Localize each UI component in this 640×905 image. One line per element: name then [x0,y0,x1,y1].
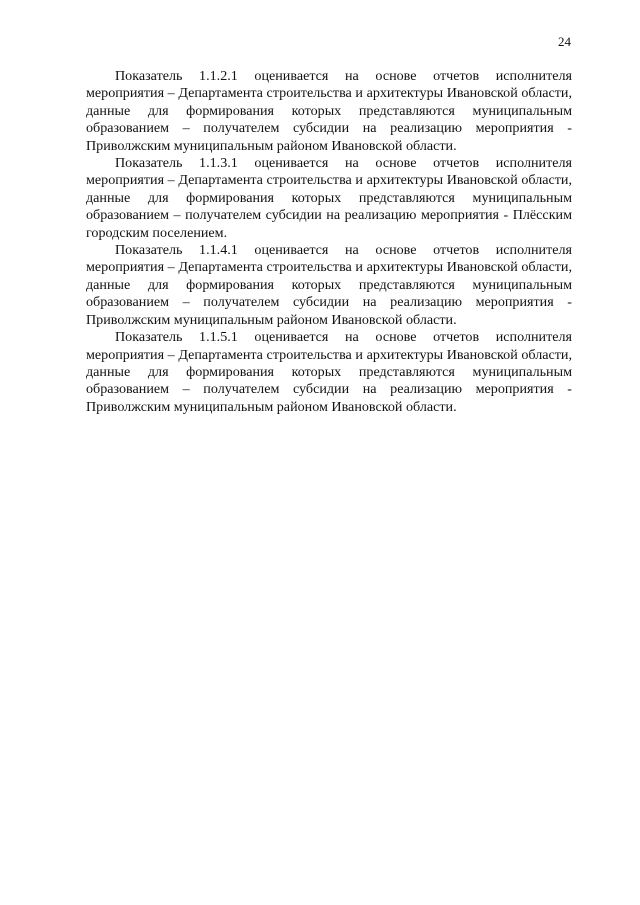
paragraph-indicator-1-1-4-1: Показатель 1.1.4.1 оценивается на основе отчетов исполнителя мероприятия – Департамента строительства и архитектуры Ивановской области, данные для формирования которых представляются муниципальным образованием – получателем субсидии на реализацию мероприятия - Приволжским муниципальным районом Ивановской области. [86,242,572,328]
paragraph-indicator-1-1-5-1: Показатель 1.1.5.1 оценивается на основе отчетов исполнителя мероприятия – Департамента строительства и архитектуры Ивановской области, данные для формирования которых представляются муниципальным образованием – получателем субсидии на реализацию мероприятия - Приволжским муниципальным районом Ивановской области. [86,329,572,415]
paragraph-indicator-1-1-2-1: Показатель 1.1.2.1 оценивается на основе отчетов исполнителя мероприятия – Департамента строительства и архитектуры Ивановской области, данные для формирования которых представляются муниципальным образованием – получателем субсидии на реализацию мероприятия - Приволжским муниципальным районом Ивановской области. [86,68,572,154]
paragraph-indicator-1-1-3-1: Показатель 1.1.3.1 оценивается на основе отчетов исполнителя мероприятия – Департамента строительства и архитектуры Ивановской области, данные для формирования которых представляются муниципальным образованием – получателем субсидии на реализацию мероприятия - Плёсским городским поселением. [86,155,572,241]
document-body [86,68,572,416]
page-number: 24 [558,34,571,49]
